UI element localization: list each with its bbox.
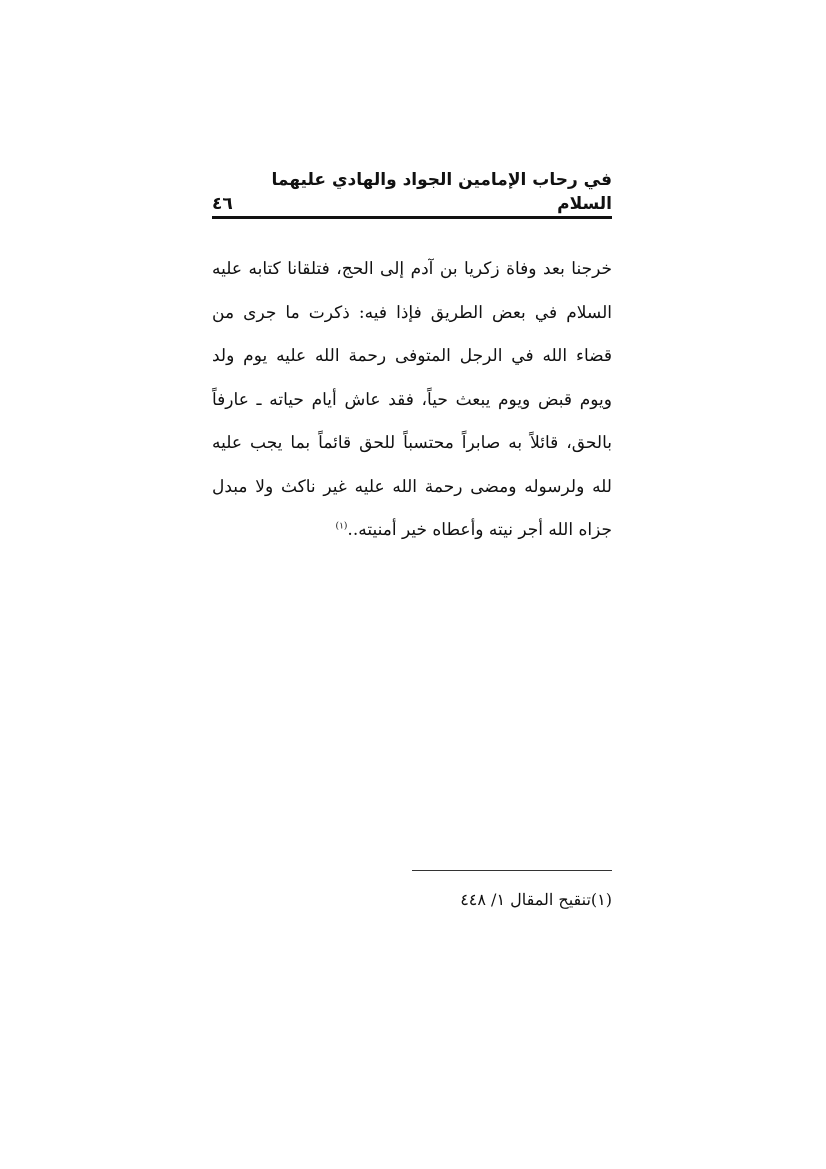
footnote-marker: (١) (335, 521, 348, 532)
running-header (212, 170, 612, 216)
main-paragraph (212, 248, 612, 553)
footnote-1: (١)تنقيح المقال ١/ ٤٤٨ (460, 890, 612, 909)
footnote-rule (412, 870, 612, 871)
page-number: ٤٦ (212, 194, 233, 214)
header-rule (212, 216, 612, 219)
paragraph-text: خرجنا بعد وفاة زكريا بن آدم إلى الحج، فتلقانا كتابه عليه السلام في بعض الطريق فإذا فيه: ذكرت ما جرى من قضاء الله في الرجل المتوفى رحمة الله عليه يوم ولد ويوم قبض ويوم يبعث حياً، فقد عاش أيام حياته ـ عارفاً بالحق، قائلاً به صابراً محتسباً للحق قائماً بما يجب عليه لله ولرسوله ومضى رحمة الله عليه غير ناكث ولا مبدل جزاه الله أجر نيته وأعطاه خير أمنيته.. (212, 259, 612, 540)
book-title: في رحاب الإمامين الجواد والهادي عليهما السلام (271, 170, 612, 214)
